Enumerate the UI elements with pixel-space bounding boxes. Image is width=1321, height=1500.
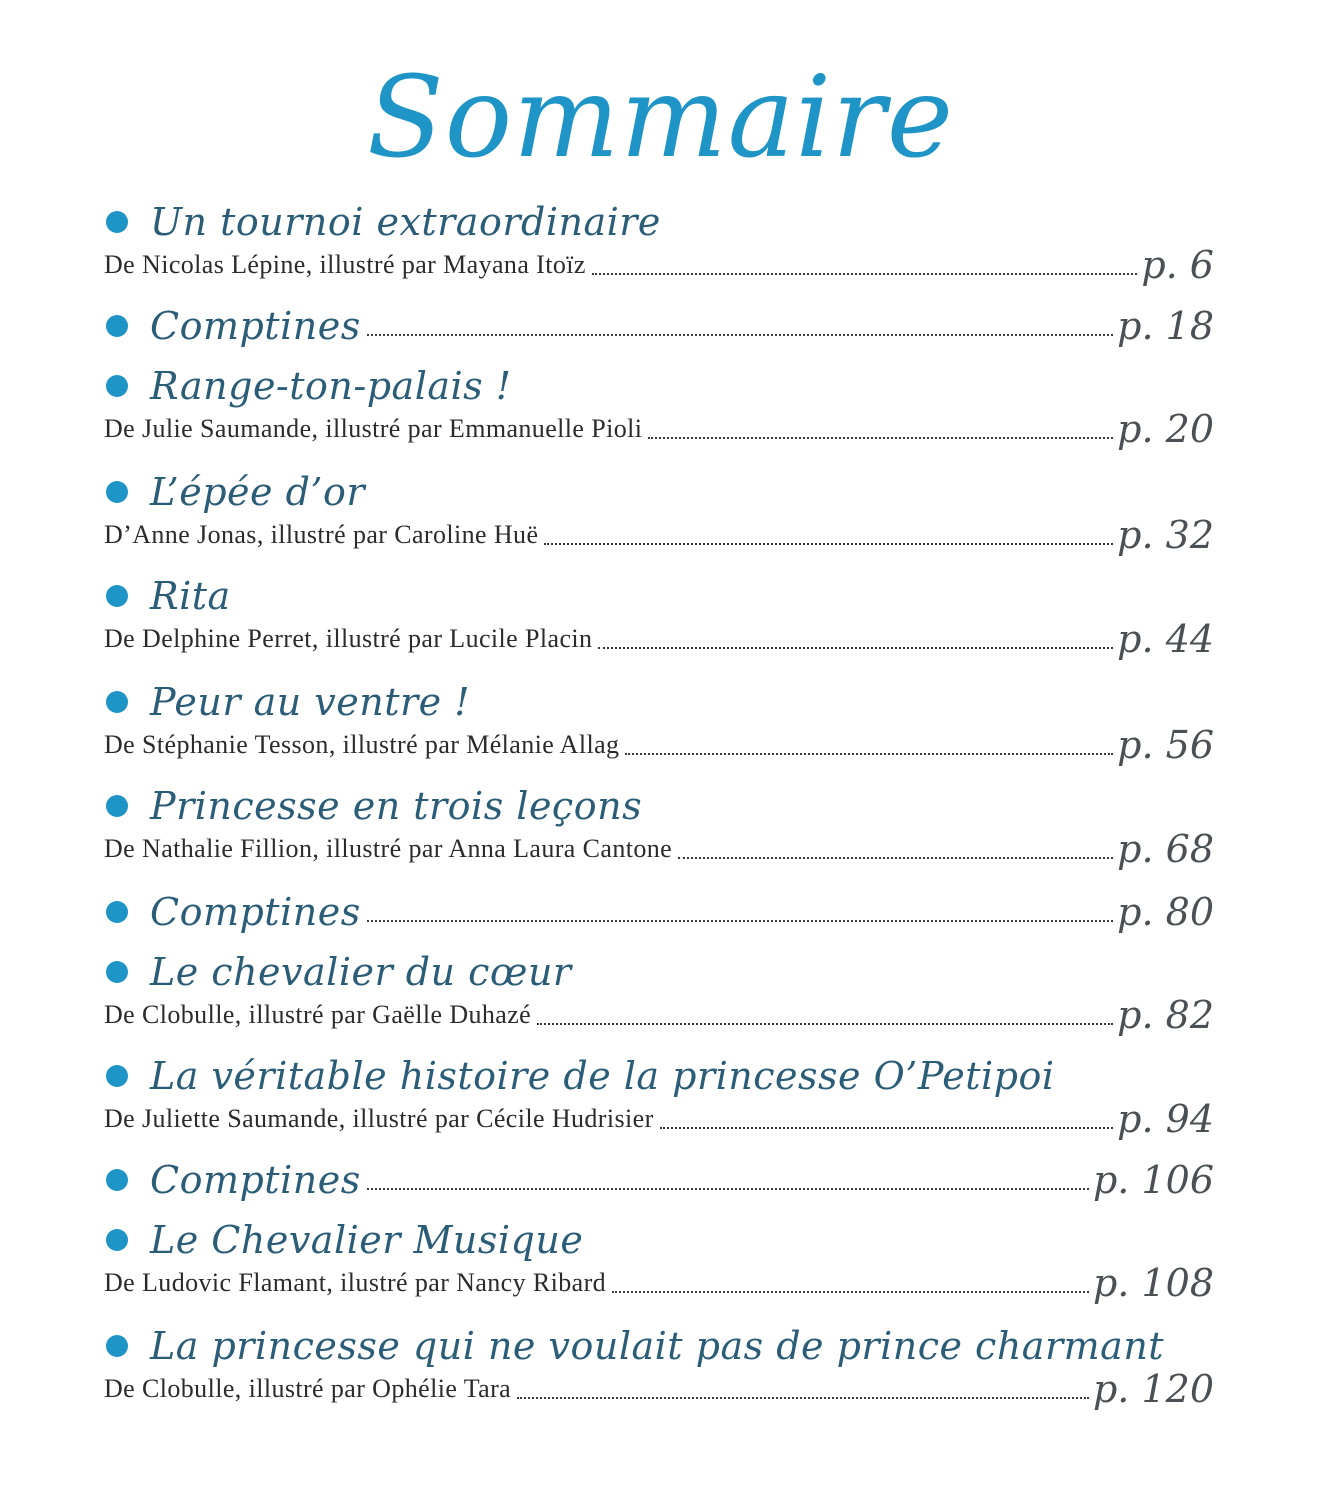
page-number: p. 82 xyxy=(1117,993,1214,1037)
page-number: p. 68 xyxy=(1117,827,1214,871)
toc-entry-heading xyxy=(104,946,1214,998)
page-number: p. 120 xyxy=(1092,1367,1214,1411)
page-number: p. 56 xyxy=(1117,723,1214,767)
toc-entry-heading xyxy=(104,676,1214,728)
author-byline: D’Anne Jonas, illustré par Caroline Huë xyxy=(104,520,539,549)
dotted-leader xyxy=(517,1397,1089,1399)
story-title: Le chevalier du cœur xyxy=(150,950,572,994)
bullet-icon xyxy=(106,901,128,923)
story-title: Comptines xyxy=(150,304,361,348)
story-title: Comptines xyxy=(150,1158,361,1202)
dotted-leader xyxy=(592,273,1138,275)
story-title: Rita xyxy=(150,574,231,618)
bullet-icon xyxy=(106,691,128,713)
bullet-icon xyxy=(106,795,128,817)
dotted-leader xyxy=(660,1127,1114,1129)
toc-entry-byline-row xyxy=(104,512,1214,558)
page-number: p. 20 xyxy=(1117,407,1214,451)
author-byline: De Nathalie Fillion, illustré par Anna Laura Cantone xyxy=(104,834,673,863)
story-title: La véritable histoire de la princesse O’Petipoi xyxy=(150,1054,1055,1098)
toc-entry-byline-row xyxy=(104,406,1214,452)
dotted-leader xyxy=(367,334,1113,336)
story-title: Comptines xyxy=(150,890,361,934)
dotted-leader xyxy=(367,920,1113,922)
author-byline: De Clobulle, illustré par Ophélie Tara xyxy=(104,1374,512,1403)
bullet-icon xyxy=(106,1065,128,1087)
dotted-leader xyxy=(678,857,1113,859)
page-number: p. 44 xyxy=(1117,617,1214,661)
dotted-leader xyxy=(367,1188,1089,1190)
toc-entry-byline-row xyxy=(104,242,1214,288)
page-title: Sommaire xyxy=(367,53,954,183)
page-number: p. 6 xyxy=(1141,243,1214,287)
bullet-icon xyxy=(106,1169,128,1191)
story-title: La princesse qui ne voulait pas de prince charmant xyxy=(150,1324,1165,1368)
page-number: p. 32 xyxy=(1117,513,1214,557)
toc-entry-heading xyxy=(104,360,1214,412)
toc-entry-byline-row xyxy=(104,826,1214,872)
page-number: p. 94 xyxy=(1117,1097,1214,1141)
author-byline: De Nicolas Lépine, illustré par Mayana Itoïz xyxy=(104,250,586,279)
toc-entry-byline-row xyxy=(104,992,1214,1038)
author-byline: De Juliette Saumande, illustré par Cécile Hudrisier xyxy=(104,1104,654,1133)
bullet-icon xyxy=(106,211,128,233)
page-number: p. 108 xyxy=(1092,1261,1214,1305)
page-number: p. 18 xyxy=(1117,304,1214,348)
bullet-icon xyxy=(106,585,128,607)
toc-entry-heading xyxy=(104,300,1214,352)
dotted-leader xyxy=(625,753,1113,755)
bullet-icon xyxy=(106,375,128,397)
author-byline: De Delphine Perret, illustré par Lucile Placin xyxy=(104,624,593,653)
bullet-icon xyxy=(106,1335,128,1357)
author-byline: De Clobulle, illustré par Gaëlle Duhazé xyxy=(104,1000,532,1029)
toc-entry-heading xyxy=(104,570,1214,622)
story-title: Un tournoi extraordinaire xyxy=(150,200,661,244)
story-title: Peur au ventre ! xyxy=(150,680,470,724)
author-byline: De Julie Saumande, illustré par Emmanuelle Pioli xyxy=(104,414,643,443)
toc-entry-heading xyxy=(104,1154,1214,1206)
toc-entry-byline-row xyxy=(104,1260,1214,1306)
bullet-icon xyxy=(106,961,128,983)
story-title: Range-ton-palais ! xyxy=(150,364,512,408)
toc-entry-byline-row xyxy=(104,616,1214,662)
dotted-leader xyxy=(598,647,1113,649)
toc-entry-heading xyxy=(104,886,1214,938)
story-title: Princesse en trois leçons xyxy=(150,784,643,828)
author-byline: De Stéphanie Tesson, illustré par Mélanie Allag xyxy=(104,730,620,759)
page-number: p. 106 xyxy=(1092,1158,1214,1202)
story-title: Le Chevalier Musique xyxy=(150,1218,584,1262)
bullet-icon xyxy=(106,315,128,337)
toc-entry-heading xyxy=(104,1214,1214,1266)
bullet-icon xyxy=(106,1229,128,1251)
toc-entry-heading xyxy=(104,780,1214,832)
bullet-icon xyxy=(106,481,128,503)
toc-entry-byline-row xyxy=(104,722,1214,768)
toc-entry-byline-row xyxy=(104,1366,1214,1412)
dotted-leader xyxy=(544,543,1113,545)
dotted-leader xyxy=(612,1291,1089,1293)
dotted-leader xyxy=(648,437,1113,439)
toc-entry-byline-row xyxy=(104,1096,1214,1142)
story-title: L’épée d’or xyxy=(150,470,366,514)
toc-entry-heading xyxy=(104,196,1214,248)
toc-entry-heading xyxy=(104,466,1214,518)
page-number: p. 80 xyxy=(1117,890,1214,934)
toc-entry-heading xyxy=(104,1050,1214,1102)
dotted-leader xyxy=(537,1023,1113,1025)
toc-entry-heading xyxy=(104,1320,1214,1372)
author-byline: De Ludovic Flamant, ilustré par Nancy Ribard xyxy=(104,1268,607,1297)
